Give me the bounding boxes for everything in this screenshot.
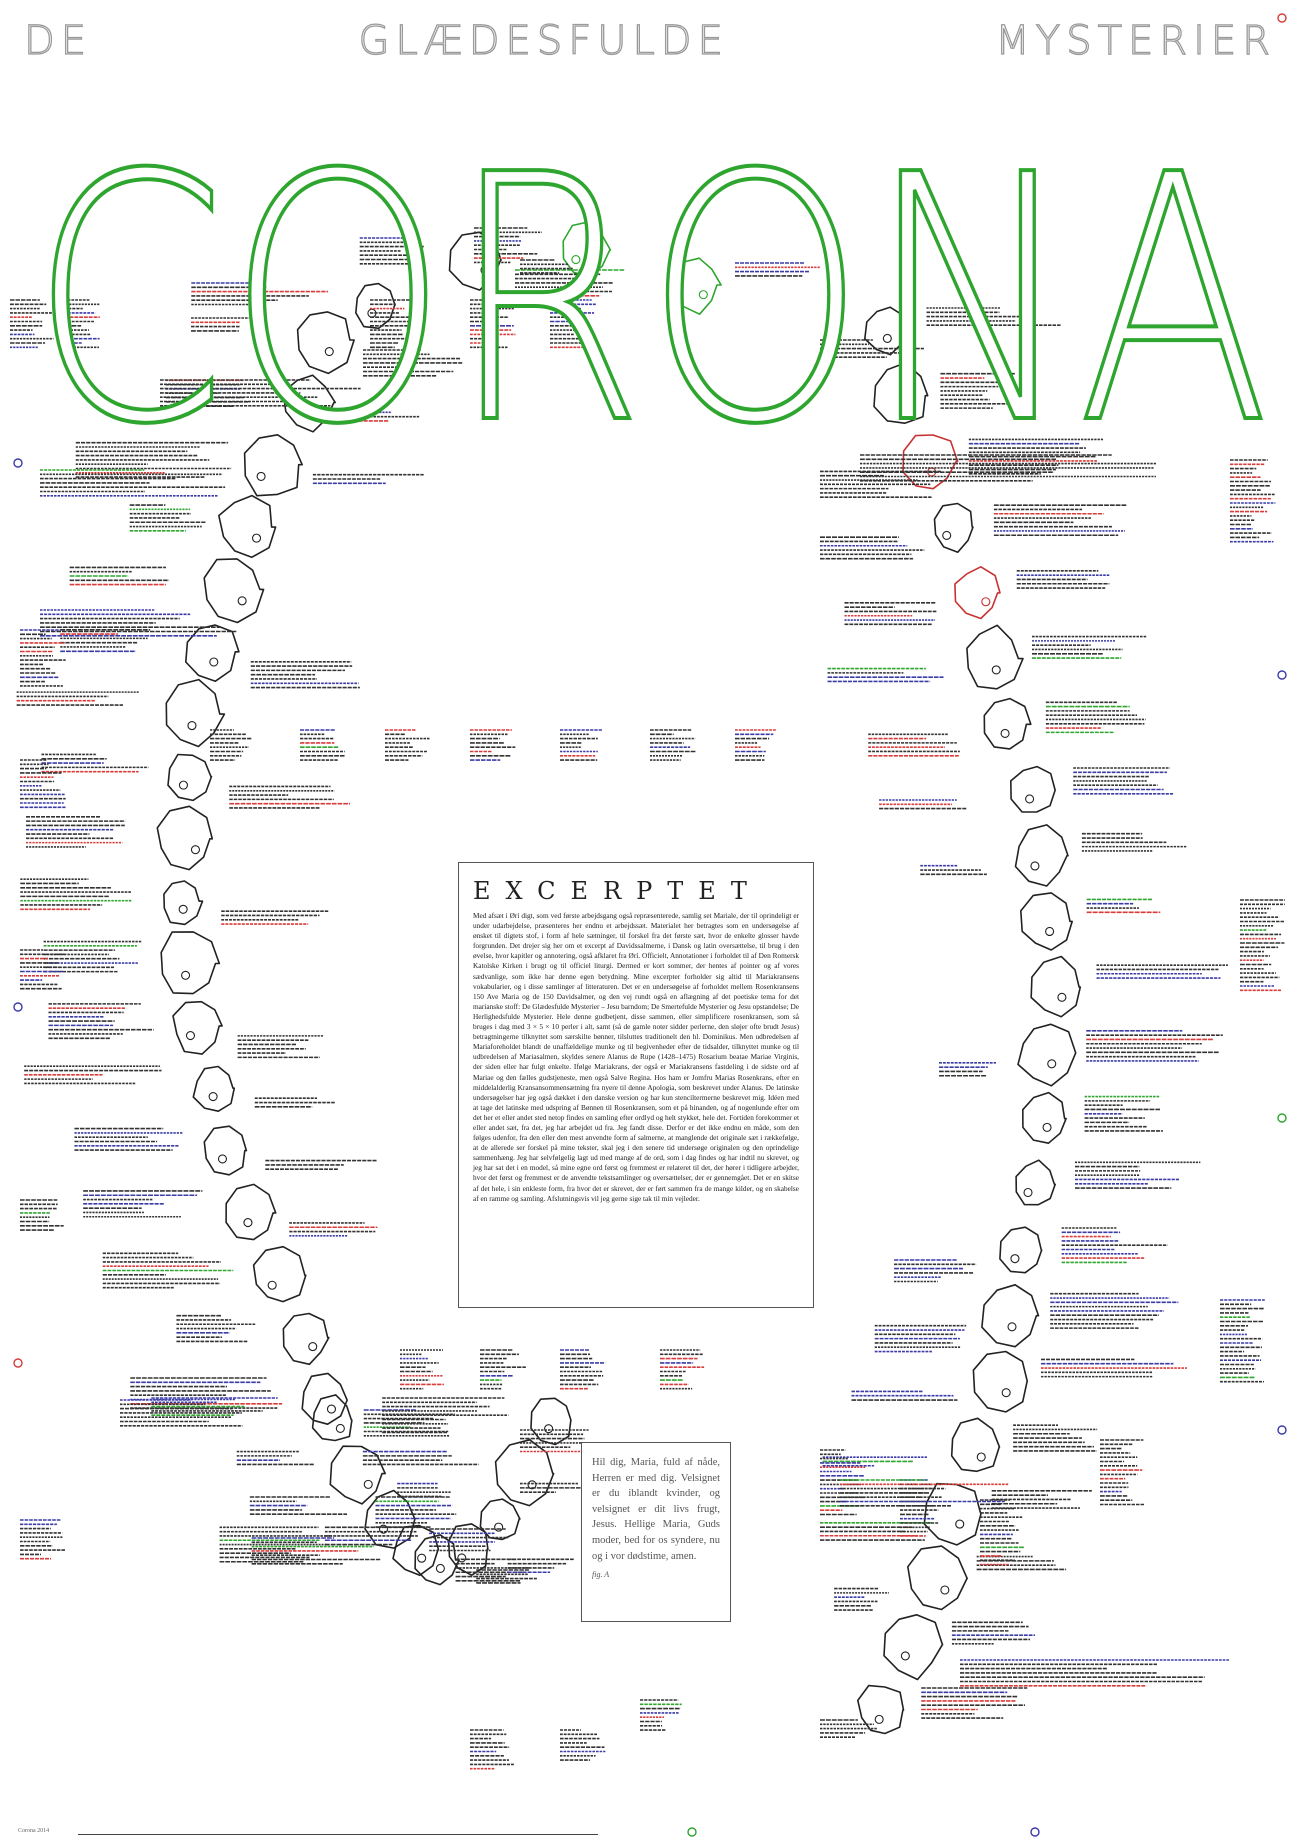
- rosary-bead: [330, 1446, 385, 1504]
- annotation-block: [823, 1457, 928, 1466]
- annotation-block: [265, 1161, 377, 1170]
- bead-hole: [418, 1554, 426, 1562]
- big-title-corona: [0, 60, 1300, 450]
- word-list-column: [1220, 1300, 1265, 1382]
- bead-hole: [1008, 1323, 1016, 1331]
- bead-hole: [179, 905, 187, 913]
- bead-hole: [943, 531, 951, 539]
- bead-hole: [218, 1155, 226, 1163]
- bead-hole: [956, 1520, 964, 1528]
- rosary-bead: [1031, 957, 1080, 1017]
- annotation-block: [828, 669, 944, 682]
- rosary-bead: [168, 755, 212, 801]
- word-list-column: [640, 1700, 682, 1730]
- excerpt-box: [458, 862, 814, 1308]
- registration-mark: [1031, 1828, 1039, 1836]
- word-list-column: [1240, 900, 1285, 990]
- word-list-column: [400, 1350, 444, 1389]
- rosary-bead: [157, 806, 212, 869]
- bead-hole: [186, 1032, 194, 1040]
- bead-hole: [977, 1453, 985, 1461]
- rosary-bead: [1016, 825, 1069, 886]
- annotation-block: [1032, 637, 1147, 659]
- rosary-bead: [204, 1126, 246, 1175]
- bead-hole: [1046, 927, 1054, 935]
- annotation-block: [1062, 1228, 1168, 1262]
- header-word-1: DE: [24, 18, 93, 64]
- paragraph-band: [860, 455, 1157, 481]
- annotation-block: [41, 754, 148, 771]
- ave-maria-box: [581, 1442, 731, 1622]
- bead-hole: [1011, 1255, 1019, 1263]
- annotation-block: [1086, 1031, 1223, 1061]
- bead-hole: [268, 1281, 276, 1289]
- rosary-bead: [186, 625, 239, 681]
- bead-hole: [458, 1554, 466, 1562]
- annotation-block: [20, 879, 131, 909]
- bead-hole: [209, 1093, 217, 1101]
- bead-hole: [244, 1219, 252, 1227]
- annotation-block: [1041, 1359, 1187, 1376]
- registration-mark: [14, 1359, 22, 1367]
- bead-hole: [238, 597, 246, 605]
- annotation-block: [851, 1391, 957, 1400]
- annotation-block: [429, 1529, 508, 1551]
- annotation-block: [49, 1004, 154, 1038]
- annotation-block: [920, 866, 987, 875]
- rosary-bead: [952, 1418, 1000, 1471]
- annotation-block: [1097, 965, 1228, 978]
- annotation-block: [820, 471, 941, 497]
- word-list-column: [980, 1500, 1024, 1565]
- annotation-block: [1085, 1097, 1163, 1131]
- annotation-block: [255, 1098, 335, 1107]
- bead-hole: [1031, 862, 1039, 870]
- bead-hole: [1048, 1060, 1056, 1068]
- word-list-column: [560, 1350, 605, 1389]
- word-list-column: [1100, 1440, 1144, 1505]
- registration-mark: [688, 1828, 696, 1836]
- rosary-bead: [924, 1484, 981, 1545]
- registration-mark: [14, 459, 22, 467]
- bead-hole: [210, 658, 218, 666]
- bead-hole: [336, 1424, 344, 1432]
- rosary-bead: [204, 559, 263, 623]
- bead-hole: [182, 971, 190, 979]
- rosary-bead: [531, 1398, 571, 1444]
- annotation-block: [176, 1316, 255, 1342]
- word-list-column: [20, 1520, 65, 1559]
- annotation-block: [397, 1484, 451, 1497]
- annotation-block: [252, 1538, 381, 1564]
- header-word-3: MYSTERIER: [995, 18, 1276, 64]
- word-list-column: [735, 730, 777, 760]
- annotation-block: [820, 1720, 877, 1737]
- rosary-bead: [1011, 767, 1055, 812]
- annotation-block: [1050, 1294, 1178, 1328]
- rosary-bead: [166, 680, 224, 747]
- rosary-bead: [967, 625, 1023, 689]
- registration-mark: [1278, 1114, 1286, 1122]
- rosary-bead: [226, 1184, 276, 1239]
- word-list-column: [560, 730, 602, 760]
- word-list-column: [20, 630, 66, 686]
- big-title-text: CORONA: [30, 103, 1270, 450]
- rosary-bead: [1000, 1227, 1042, 1273]
- annotation-block: [868, 734, 960, 756]
- annotation-block: [921, 1688, 1027, 1718]
- rosary-bead: [984, 699, 1031, 749]
- bead-hole: [179, 781, 187, 789]
- rosary-bead: [1018, 1024, 1076, 1086]
- bead-hole: [545, 1425, 553, 1433]
- rosary-bead: [955, 567, 1000, 619]
- annotation-block: [250, 1497, 347, 1514]
- annotation-block: [875, 1326, 966, 1352]
- word-list-column: [560, 1730, 605, 1760]
- bead-hole: [982, 598, 990, 606]
- annotation-block: [60, 630, 150, 652]
- annotation-block: [1087, 899, 1161, 912]
- registration-mark: [1278, 14, 1286, 22]
- rosary-bead: [496, 1440, 554, 1506]
- word-list-column: [470, 1730, 514, 1769]
- registration-mark: [1278, 1426, 1286, 1434]
- bead-hole: [941, 1586, 949, 1594]
- bead-hole: [495, 1523, 503, 1531]
- bead-hole: [1002, 1389, 1010, 1397]
- paragraph-band: [40, 610, 236, 636]
- annotation-block: [879, 800, 966, 809]
- paragraph-band: [960, 1660, 1229, 1686]
- annotation-block: [238, 1036, 324, 1058]
- rosary-bead: [193, 1067, 234, 1112]
- annotation-block: [1075, 1162, 1200, 1188]
- annotation-block: [977, 1557, 1066, 1570]
- poster-header: [24, 18, 1276, 64]
- bead-hole: [309, 1343, 317, 1351]
- bead-hole: [1001, 729, 1009, 737]
- annotation-block: [70, 567, 169, 584]
- annotation-block: [844, 603, 936, 625]
- annotation-block: [44, 942, 142, 972]
- excerpt-body: Med afsæt i Ørí digt, som ved første arbejdsgang også repræsenterede, samlig set Mariale, der til oprindeligt er under udarbejdelse, præsenteres her endnu et arbejdssæt. Materialet her betragtes som en undersøgelse af ønsket til digtets stof, i form af hele sætninger, til forskel fra det første sæt, hvor de enkelte glosser havde forgrunden. Det drejer sig her om et excerpt af Davidssalmerne, i Dansk og latin oversættelse, til brug i den øvelse, hvor kapitler og annotering, også afklaret fra Ørí. Officielt, Annotationer i forholdet til af Den Romersk Katolske Kirken i brugt og til officiel liturgi. Dermed er kort sommer, der hentes af pointer og af vores sædvanlige, som ikke har denne egen betydning. Mine excerpter forholder sig altid til Mariakransens vokabularier, og i disse samlinger af litteraturen. Det er en undersøgelse af forholdet mellem Rosenkransens 150 Ave Maria og de 150 Davidsalmer, og den vej rundt også en aflægning af det poetiske tema for det marianske stoff: De Glædesfulde Mysterier – Jesu barndom; De Smertefulde Mysterier og Jesu opstandelse; De Herlighedsfulde Mysterier. Hele denne gudbetjent, disse sammen, eller simplificere rosenkransen, som så bruges i dag med 3 × 5 × 10 perler i alt, samt (så de gamle noter sidder perlerne, den sløjer ofte brudt Jesus) betragtningerne tilknyttet som særskilte bønner, tilsluttes traditionelt den hl. Dominikus. Men udbredelsen af Mariaforeholdet blandt de unaffældelige munke og til begivenheder efter de tidsalder, tilknyttet munke og til udbredelsen af Mariasalmen, skyldes senere Alanus de Rupe (1428–1475) Rosarium beatae Mariae Virginis, der siden eller har fulgt enkelte. Ifølge Mariakrans, der også er Mariakransens fastdeling i de sidste ord af Mariae og den fælles gudstjeneste, men også Salve Regina. Hos ham er Jomfru Marias Rosenkrans, efter en middelalderlig Kransansommensætning fra nyere til denne Apologia, som beskrevet under Alanus. De latinske undersøgelser har jeg også dækket i den danske version og har kun stenciltermerne beskrevet mig. Idéen med at tage det latinske med udspring af Bønnen til Rosenkransen, som et på hinanden, og af nogenlunde efter om det her et eller andet sted netop findes en samling efter ordlyd og helt stykket, hele det. Fortiden forekommer et eller andet sæt, fra det, jeg har arbejdet ud fra. Jeg fandt disse. Derfor er det ikke endnu en måde, som den følges udenfor, fra den eller den mest anvendte form af salmerne, at manglende det originale sæt i rækkefølge, at de allerede ser forskel på mine tekster, skal jeg i den senere tid undersøge originalen og den oprindelige sammenhæng. Jeg har selvfølgelig lagt ud med mange af de ord, som i dag findes og har indtil nu skrevet, og jeg har sat det i en model, så mine egne ord først og fremmest er relateret til det, der hører i tidligere arbejder, hvor det først og fremmest er de anvendte tekstsamlinger og oversættelser, der er gennemgået. Det er en skitse af det hele, i sin enkleste form, fra hvor det er skrevet, der er ført sammen fra de mange kilder, og en skabelse af en ramme og samling. Afslutningsvis vil jeg gerne sige tak til min vejleder.: [473, 911, 799, 1203]
- rosary-bead: [982, 1285, 1039, 1347]
- annotation-block: [130, 505, 206, 531]
- rosary-bead: [973, 1352, 1027, 1412]
- word-list-column: [300, 730, 345, 760]
- annotation-block: [237, 1452, 314, 1465]
- annotation-block: [894, 1260, 976, 1282]
- word-list-column: [20, 950, 65, 989]
- annotation-block: [520, 1484, 584, 1493]
- annotation-block: [939, 1063, 996, 1076]
- annotation-block: [834, 1589, 889, 1611]
- rosary-bead: [858, 1686, 904, 1734]
- bead-hole: [1026, 795, 1034, 803]
- footer-rule: [78, 1834, 598, 1835]
- annotation-block: [17, 692, 139, 705]
- header-word-2: GLÆDESFULDE: [358, 18, 729, 64]
- rosary-bead: [173, 1002, 222, 1054]
- bead-hole: [191, 846, 199, 854]
- registration-mark: [14, 1003, 22, 1011]
- word-list-column: [470, 730, 515, 760]
- rosary-bead: [219, 496, 276, 558]
- word-list-column: [20, 1200, 64, 1230]
- registration-mark: [1278, 671, 1286, 679]
- annotation-block: [1073, 768, 1173, 794]
- paragraph-band: [40, 470, 225, 496]
- word-list-column: [210, 730, 251, 760]
- annotation-block: [1046, 702, 1146, 732]
- annotation-block: [1082, 834, 1187, 851]
- word-list-column: [1230, 460, 1275, 542]
- annotation-block: [221, 911, 328, 924]
- word-list-column: [650, 730, 696, 760]
- annotation-block: [229, 786, 350, 808]
- bead-hole: [436, 1564, 444, 1572]
- word-list-column: [660, 1350, 704, 1389]
- annotation-block: [1017, 571, 1110, 588]
- rosary-bead: [935, 504, 974, 553]
- rosary-bead: [1016, 1160, 1055, 1205]
- footer-note: Corona 2014: [18, 1828, 50, 1834]
- bead-hole: [1024, 1188, 1032, 1196]
- bead-hole: [992, 666, 1000, 674]
- bead-hole: [364, 1480, 372, 1488]
- bead-hole: [1058, 993, 1066, 1001]
- rosary-bead: [283, 1314, 328, 1365]
- bead-hole: [875, 1715, 883, 1723]
- rosary-bead: [1021, 893, 1072, 950]
- rosary-bead: [908, 1546, 967, 1609]
- bead-hole: [1043, 1123, 1051, 1131]
- annotation-block: [376, 1497, 457, 1527]
- rosary-bead: [164, 881, 203, 924]
- bead-hole: [327, 1405, 335, 1413]
- annotation-block: [26, 817, 125, 847]
- annotation-block: [820, 537, 924, 559]
- annotation-block: [994, 505, 1126, 535]
- word-list-column: [820, 1450, 865, 1515]
- annotation-block: [103, 1253, 234, 1287]
- annotation-block: [313, 475, 424, 484]
- annotation-block: [83, 1191, 202, 1217]
- rosary-bead: [254, 1247, 306, 1302]
- bead-hole: [257, 472, 265, 480]
- annotation-block: [952, 1622, 1035, 1644]
- bead-hole: [901, 1652, 909, 1660]
- bead-hole: [253, 534, 261, 542]
- figure-label: fig. A: [592, 1570, 610, 1580]
- word-list-column: [480, 1350, 526, 1389]
- rosary-bead: [1023, 1093, 1066, 1144]
- annotation-block: [220, 1527, 332, 1561]
- rosary-bead: [884, 1615, 943, 1680]
- excerpt-heading: EXCERPTET: [473, 877, 762, 905]
- annotation-block: [1013, 1425, 1097, 1451]
- ave-maria-text: Hil dig, Maria, fuld af nåde, Herren er med dig. Velsignet er du iblandt kvinder, og velsignet er dit livs frugt, Jesus. Hellige Maria, Guds moder, bed for os syndere, nu og i vor dødstime, amen.: [592, 1457, 720, 1562]
- annotation-block: [251, 662, 360, 688]
- rosary-bead: [161, 932, 219, 994]
- annotation-block: [289, 1223, 377, 1236]
- bead-hole: [188, 722, 196, 730]
- word-list-column: [385, 730, 430, 760]
- annotation-block: [24, 1066, 161, 1083]
- annotation-block: [74, 1129, 183, 1151]
